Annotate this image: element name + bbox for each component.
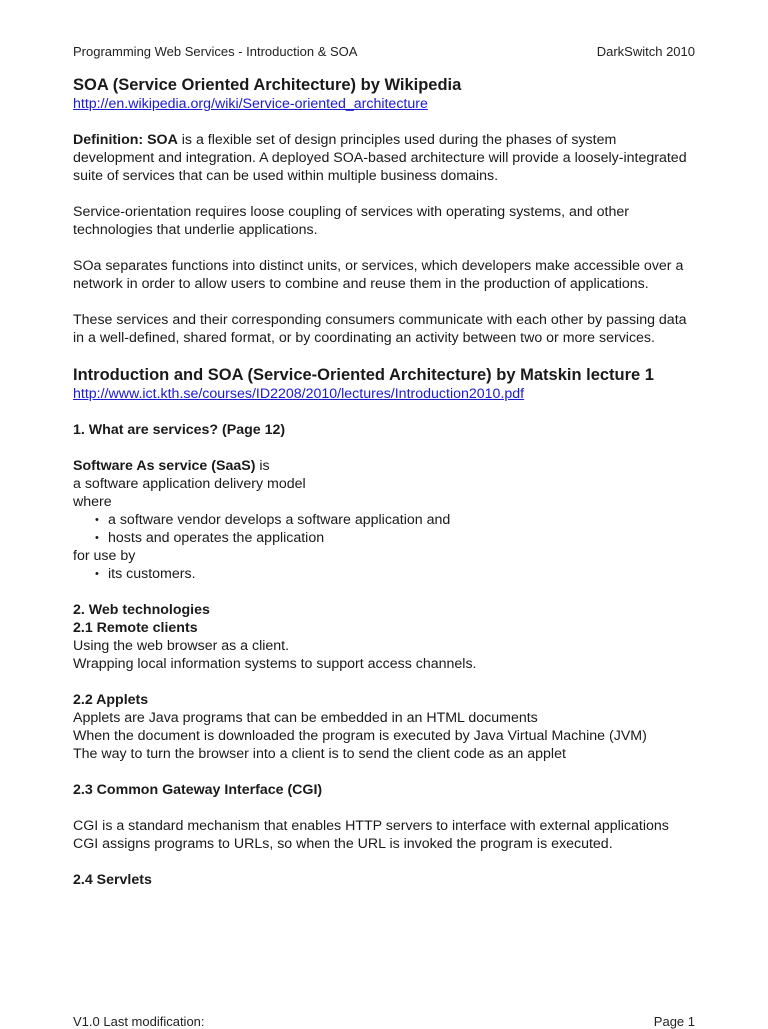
list-item: • its customers. — [95, 565, 695, 583]
lecture-pdf-link[interactable]: http://www.ict.kth.se/courses/ID2208/2010/lectures/Introduction2010.pdf — [73, 386, 525, 402]
applets-line1: Applets are Java programs that can be embedded in an HTML documents — [73, 710, 538, 726]
header-title: Programming Web Services - Introduction & SOA — [73, 44, 358, 59]
applets-line3: The way to turn the browser into a client is to send the client code as an applet — [73, 746, 566, 762]
list-item: • hosts and operates the application — [95, 529, 695, 547]
document-body — [73, 75, 695, 889]
section-title-wikipedia: SOA (Service Oriented Architecture) by Wikipedia — [73, 76, 462, 94]
saas-heading-line — [73, 457, 695, 475]
paragraph-distinct-units: SOa separates functions into distinct units, or services, which developers make accessible over a network in order to allow users to combine and reuse them in the production of applications. — [73, 258, 684, 292]
heading-remote-clients: 2.1 Remote clients — [73, 620, 198, 636]
cgi-line1: CGI is a standard mechanism that enables HTTP servers to interface with external applications — [73, 818, 669, 834]
document-page — [73, 0, 695, 1029]
definition-label: Definition: SOA — [73, 132, 178, 148]
saas-is: is — [255, 458, 270, 474]
cgi-line2: CGI assigns programs to URLs, so when the URL is invoked the program is executed. — [73, 836, 613, 852]
paragraph-loose-coupling: Service-orientation requires loose coupling of services with operating systems, and other technologies that underlie applications. — [73, 204, 629, 238]
saas-line2: a software application delivery model — [73, 476, 306, 492]
question-what-are-services: 1. What are services? (Page 12) — [73, 422, 286, 438]
paragraph-communication: These services and their corresponding consumers communicate with each other by passing data in a well-defined, shared format, or by coordinating an activity between two or more services. — [73, 312, 687, 346]
footer-page-number: Page 1 — [653, 1014, 695, 1029]
heading-cgi: 2.3 Common Gateway Interface (CGI) — [73, 782, 323, 798]
saas-label: Software As service (SaaS) — [73, 458, 256, 474]
saas-bullet-list — [73, 511, 695, 547]
saas-where: where — [73, 494, 112, 510]
remote-clients-line2: Wrapping local information systems to support access channels. — [73, 656, 477, 672]
definition-paragraph — [73, 131, 695, 185]
section-title-matskin: Introduction and SOA (Service-Oriented Architecture) by Matskin lecture 1 — [73, 366, 654, 384]
saas-for-use: for use by — [73, 548, 136, 564]
heading-web-technologies: 2. Web technologies — [73, 602, 210, 618]
running-header — [73, 44, 695, 59]
footer-version: V1.0 Last modification: — [73, 1014, 205, 1029]
applets-line2: When the document is downloaded the program is executed by Java Virtual Machine (JVM) — [73, 728, 647, 744]
saas-bullet-list-2 — [73, 565, 695, 583]
heading-servlets: 2.4 Servlets — [73, 872, 152, 888]
definition-text: is a flexible set of design principles used during the phases of system development and integration. A deployed SOA-based architecture will provide a loosely-integrated suite of services that can be used within multiple business domains. — [73, 132, 687, 184]
page-footer — [73, 1014, 695, 1029]
remote-clients-line1: Using the web browser as a client. — [73, 638, 290, 654]
list-item: • a software vendor develops a software application and — [95, 511, 695, 529]
header-author-year: DarkSwitch 2010 — [596, 44, 695, 59]
wikipedia-link[interactable]: http://en.wikipedia.org/wiki/Service-oriented_architecture — [73, 96, 428, 112]
heading-applets: 2.2 Applets — [73, 692, 149, 708]
